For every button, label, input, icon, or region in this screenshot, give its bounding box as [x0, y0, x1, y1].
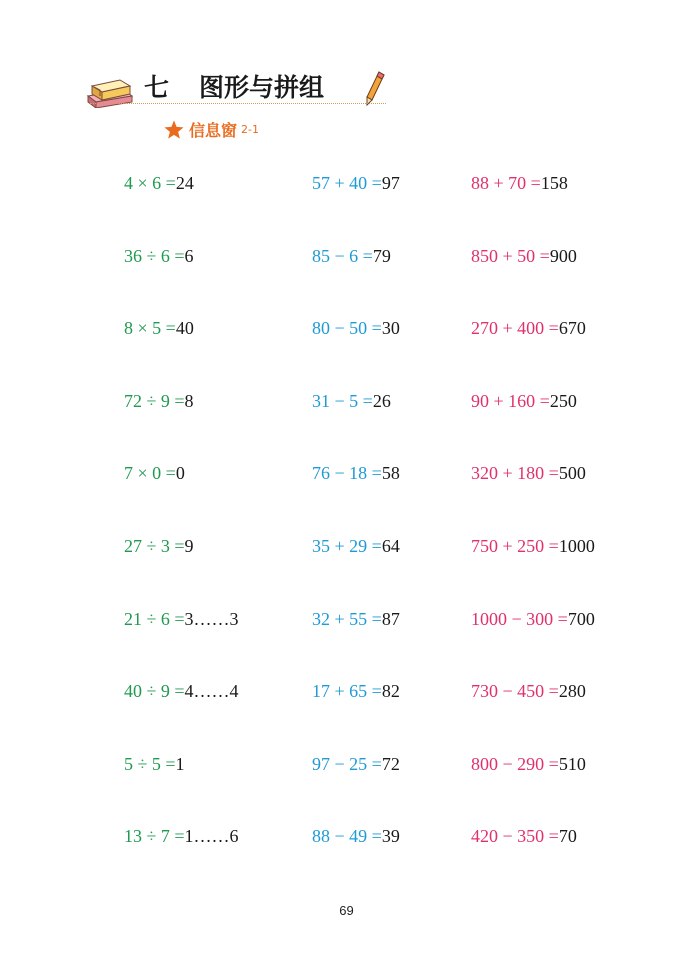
- equation-expression: 5 ÷ 5 =: [124, 754, 176, 774]
- equation: [312, 459, 400, 487]
- equation-expression: 76 − 18 =: [312, 463, 382, 483]
- equation: [471, 314, 586, 342]
- equation: [471, 677, 586, 705]
- exercise-row: [0, 605, 693, 633]
- equation-expression: 320 + 180 =: [471, 463, 559, 483]
- equation-answer: 9: [184, 536, 194, 556]
- equation-expression: 850 + 50 =: [471, 246, 550, 266]
- header-dotted-rule: [90, 103, 386, 104]
- equation-expression: 85 − 6 =: [312, 246, 373, 266]
- equation: [471, 532, 595, 560]
- equation-answer: 8: [184, 391, 194, 411]
- pencil-icon: [364, 70, 386, 106]
- equation-expression: 13 ÷ 7 =: [124, 826, 185, 846]
- equation-answer: 39: [381, 826, 400, 846]
- equation: [312, 387, 391, 415]
- chapter-number: 七: [144, 73, 170, 102]
- equation-answer: 250: [549, 391, 577, 411]
- exercise-row: [0, 750, 693, 778]
- equation-answer: 0: [175, 463, 185, 483]
- equation: [312, 750, 400, 778]
- equation-answer: 4……4: [184, 681, 239, 701]
- section-label: 信息窗: [189, 121, 238, 140]
- equation-expression: 32 + 55 =: [312, 609, 382, 629]
- exercise-row: [0, 459, 693, 487]
- equation-expression: 35 + 29 =: [312, 536, 382, 556]
- equation-expression: 97 − 25 =: [312, 754, 382, 774]
- equation-answer: 26: [372, 391, 391, 411]
- chapter-title: [144, 68, 324, 108]
- exercise-row: [0, 387, 693, 415]
- equation-expression: 800 − 290 =: [471, 754, 559, 774]
- equation-answer: 280: [558, 681, 586, 701]
- equation: [124, 677, 239, 705]
- equation-expression: 4 × 6 =: [124, 173, 176, 193]
- equation-expression: 57 + 40 =: [312, 173, 382, 193]
- equation-answer: 87: [381, 609, 400, 629]
- equation-answer: 1: [175, 754, 185, 774]
- chapter-name: 图形与拼组: [199, 73, 325, 102]
- equation: [471, 169, 568, 197]
- chapter-header: [84, 64, 404, 112]
- equation-expression: 80 − 50 =: [312, 318, 382, 338]
- exercise-row: [0, 242, 693, 270]
- equation-answer: 82: [381, 681, 400, 701]
- equation-expression: 72 ÷ 9 =: [124, 391, 185, 411]
- equation-expression: 36 ÷ 6 =: [124, 246, 185, 266]
- equation: [471, 242, 577, 270]
- equation: [312, 169, 400, 197]
- equation-answer: 700: [567, 609, 595, 629]
- equation-answer: 670: [558, 318, 586, 338]
- equation-answer: 1000: [558, 536, 595, 556]
- equation: [124, 387, 194, 415]
- equation-answer: 500: [558, 463, 586, 483]
- equation-expression: 1000 − 300 =: [471, 609, 568, 629]
- equation-expression: 21 ÷ 6 =: [124, 609, 185, 629]
- equation: [471, 459, 586, 487]
- equation: [312, 242, 391, 270]
- equation: [312, 677, 400, 705]
- equation-expression: 420 − 350 =: [471, 826, 559, 846]
- equation-answer: 97: [381, 173, 400, 193]
- equation: [312, 822, 400, 850]
- exercise-row: [0, 314, 693, 342]
- equation-answer: 70: [558, 826, 577, 846]
- exercise-row: [0, 677, 693, 705]
- equation: [124, 314, 194, 342]
- equation-answer: 6: [184, 246, 194, 266]
- equation-answer: 64: [381, 536, 400, 556]
- exercise-row: [0, 532, 693, 560]
- equation: [124, 750, 185, 778]
- equation-answer: 40: [175, 318, 194, 338]
- equation-expression: 31 − 5 =: [312, 391, 373, 411]
- equation: [471, 750, 586, 778]
- equation-expression: 88 + 70 =: [471, 173, 541, 193]
- equation: [124, 169, 194, 197]
- equation-expression: 750 + 250 =: [471, 536, 559, 556]
- equation-answer: 1……6: [184, 826, 239, 846]
- equation-answer: 510: [558, 754, 586, 774]
- equation-answer: 72: [381, 754, 400, 774]
- equation-answer: 158: [540, 173, 568, 193]
- equation-expression: 730 − 450 =: [471, 681, 559, 701]
- equation-answer: 30: [381, 318, 400, 338]
- equation: [124, 459, 185, 487]
- exercise-row: [0, 169, 693, 197]
- section-code: 2-1: [241, 123, 259, 136]
- equation-expression: 90 + 160 =: [471, 391, 550, 411]
- equation: [312, 314, 400, 342]
- equation-expression: 8 × 5 =: [124, 318, 176, 338]
- equation-expression: 270 + 400 =: [471, 318, 559, 338]
- section-heading: [163, 118, 259, 144]
- equation: [124, 605, 239, 633]
- equation-answer: 900: [549, 246, 577, 266]
- equation-expression: 40 ÷ 9 =: [124, 681, 185, 701]
- equation-answer: 3……3: [184, 609, 239, 629]
- equation: [471, 605, 595, 633]
- equation: [124, 822, 239, 850]
- equation-expression: 27 ÷ 3 =: [124, 536, 185, 556]
- equation-expression: 7 × 0 =: [124, 463, 176, 483]
- star-icon: [163, 119, 185, 141]
- equation-answer: 79: [372, 246, 391, 266]
- equation: [312, 532, 400, 560]
- equation-expression: 88 − 49 =: [312, 826, 382, 846]
- exercise-row: [0, 822, 693, 850]
- equation: [124, 242, 194, 270]
- equation-expression: 17 + 65 =: [312, 681, 382, 701]
- equation: [124, 532, 194, 560]
- equation: [312, 605, 400, 633]
- equation: [471, 387, 577, 415]
- page-number: 69: [339, 903, 354, 918]
- equation-answer: 58: [381, 463, 400, 483]
- equation: [471, 822, 577, 850]
- equation-answer: 24: [175, 173, 194, 193]
